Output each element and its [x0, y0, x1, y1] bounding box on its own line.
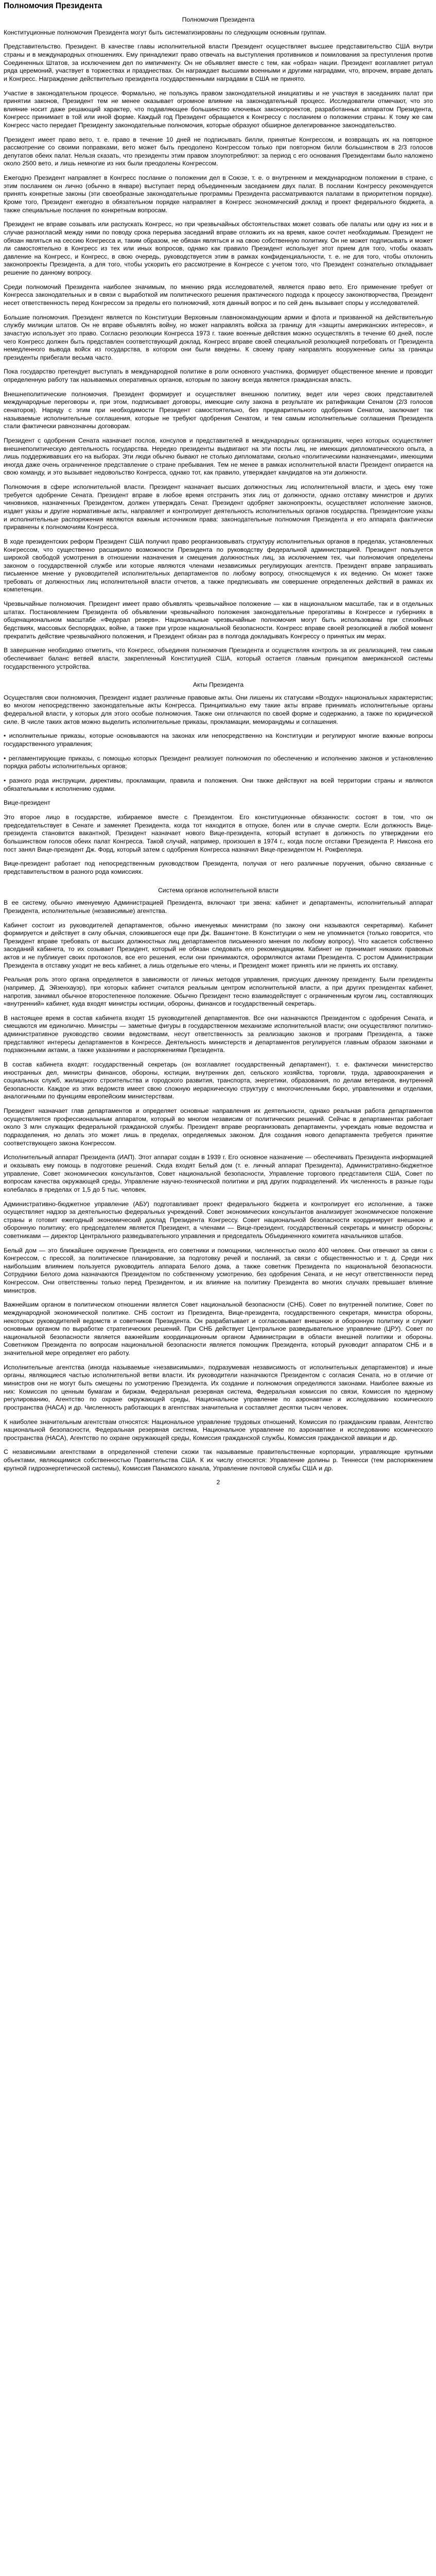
paragraph: Полномочия в сфере исполнительной власти. Президент назначает высших должностных лиц исполнительной власти, и здесь ему тоже требуется одобрение Сената. Президент вправе в любое время отстранить этих лиц от должности, однако отставку министров и других чиновников, назначенных Президентом, должен утверждать Сенат. Президент одобряет законопроекты, осуществляет исполнение законов, издает указы и другие нормативные акты, направляет и контролирует деятельность исполнительных органов государства. Президентские указы и исполнительные распоряжения являются важным источником права: законодательные полномочия Президента и его аппарата фактически приравнены к полномочиям Конгресса.: [4, 483, 433, 531]
document-body: [4, 16, 433, 1472]
paragraph: Важнейшим органом в политическом отношении является Совет национальной безопасности (СНБ). Совет по внутренней политике, Совет по международной экономической политике. СНБ состоит из Президента, Вице-президента, государственного секретаря, министра обороны, некоторых руководителей ведомств и советников Президента. Он разрабатывает и согласовывает внешнюю и оборонную политику и служит основным органом по выработке стратегических решений. При СНБ действует Центральное разведывательное управление (ЦРУ). Совет по национальной безопасности является важнейшим координационным органом Администрации в области внешней политики и обороны. Советником Президента по вопросам национальной безопасности является помощник Президента, который руководит аппаратом СНБ и в значительной мере определяет его работу.: [4, 1301, 433, 1357]
paragraph: Исполнительные агентства (иногда называемые «независимыми», подразумевая независимость от исполнительных департаментов) и иные органы, являющиеся частью исполнительной ветви власти. Их руководители назначаются Президентом с согласия Сената, но в отличие от министров они не могут быть смещены по усмотрению Президента. Их создание и полномочия определяются законами. Наиболее важные из них: Комиссия по ценным бумагам и биржам, Федеральная резервная система, Федеральная комиссия по связи, Комиссия по ядерному регулированию, Агентство по охране окружающей среды, Национальное управление по аэронавтике и исследованию космического пространства (НАСА) и др. Численность работающих в агентствах значительна и составляет десятки тысяч человек.: [4, 1363, 433, 1411]
paragraph: К наиболее значительным агентствам относятся: Национальное управление трудовых отношений, Комиссия по гражданским правам, Агентство национальной безопасности, Федеральная резервная система, Национальное управление по аэронавтике и исследованию космического пространства (НАСА), Агентство по охране окружающей среды, Комиссия гражданской службы, Комиссия гражданской авиации и др.: [4, 1418, 433, 1442]
paragraph: Конституционные полномочия Президента могут быть систематизированы по следующим основным группам.: [4, 28, 326, 36]
paragraph: • разного рода инструкции, директивы, прокламации, правила и положения. Они также действуют на всей территории страны и являются обязательными к исполнению судами.: [4, 777, 433, 792]
paragraph: Вице-президент: [4, 799, 50, 807]
paragraph: Исполнительный аппарат Президента (ИАП). Этот аппарат создан в 1939 г. Его основное назначение — обеспечивать Президента информацией и оказывать ему помощь в подготовке решений. Сюда входят Белый дом (т. е. личный аппарат Президента), Административно-бюджетное управление, Совет экономических консультантов, Совет национальной безопасности, Управление торгового представителя США, Совет по вопросам качества окружающей среды, Управление научно-технической политики и ряд других подразделений. Их численность в разные годы колебалась в пределах от 1,5 до 5 тыс. человек.: [4, 1154, 433, 1193]
paragraph: Президент назначает глав департаментов и определяет основные направления их деятельности, однако реальная работа департаментов осуществляется профессиональным аппаратом, который во многом независим от политических решений. Сейчас в департаментах работает около 3 млн служащих федеральной гражданской службы. Президент вправе реорганизовать департаменты, учреждать новые ведомства и подразделения, но делать это может лишь в пределах, определяемых законом. Для создания нового департамента требуется принятие соответствующего закона Конгрессом.: [4, 1107, 433, 1147]
section: [4, 681, 433, 876]
paragraph: В настоящее время в состав кабинета входят 15 руководителей департаментов. Все они назначаются Президентом с одобрения Сената, и смещаются им единолично. Министры — заметные фигуры в государственном механизме исполнительной власти; они осуществляют политико-административное руководство своими ведомствами, несут ответственность за реализацию законов и программ Президента, а также представляют интересы департаментов в Конгрессе. Деятельность министерств и департаментов регулируется главным образом законами и подзаконными актами, а также указаниями и распоряжениями Президента.: [4, 1014, 433, 1054]
paragraph: Пока государство претендует выступать в международной политике в роли основного участника, формирует общественное мнение и проводит определенную работу так называемых оперативных органов, которым по закону всегда является гражданская власть.: [4, 368, 433, 384]
paragraph: Это второе лицо в государстве, избираемое вместе с Президентом. Его конституционные обязанности: состоят в том, что он председательствует в Сенате и заменяет Президента, когда тот находится в отпуске, болен или в случае смерти. Если должность Вице-президента становится вакантной, Президент назначает нового Вице-президента, который вступает в должность по утверждении его большинством голосов обеих палат Конгресса. Такой случай, например, произошел в 1974 г., когда после отставки Президента Р. Никсона его пост занял Вице-президент Дж. Форд, который затем с одобрения Конгресса назначил Вице-президентом Н. Рокфеллера.: [4, 814, 433, 853]
paragraph: Внешнеполитические полномочия. Президент формирует и осуществляет внешнюю политику, ведет или через своих представителей международные переговоры и, при этом, подписывает договоры, имеющие силу закона в результате их ратификации Сенатом (2/3 голосов сенаторов). Наряду с этим при необходимости Президент самостоятельно, без предварительного одобрения Сенатом, заключает так называемые исполнительные соглашения, которые не требуют одобрения Сенатом, и тем самым исполнительные соглашения Президента стали фактически равнозначны договорам.: [4, 390, 433, 430]
paragraph: Белый дом — это ближайшее окружение Президента, его советники и помощники, численностью около 400 человек. Они отвечают за связи с Конгрессом, с прессой, за политическое планирование, за подготовку речей и посланий, за связи с общественностью и т. д. Среди них наибольшим влиянием пользуется руководитель аппарата Белого дома, а также советник Президента по национальной безопасности. Сотрудники Белого дома назначаются Президентом по собственному усмотрению, без одобрения Сената, и не несут ответственности перед Конгрессом. Они ответственны только перед Президентом, и их влияние на политику Президента во многих случаях превышает влияние министров.: [4, 1246, 433, 1294]
section-title: Полномочия Президента: [182, 16, 255, 23]
paragraph: Кабинет состоит из руководителей департаментов, обычно именуемых министрами (по закону они называются секретарями). Кабинет формируется и действует в силу обычая, сложившегося еще при Дж. Вашингтоне. В Конституции о нем не упоминается (только говорится, что Президент вправе требовать от высших должностных лиц департаментов письменного мнения по любому вопросу). Что касается собственно заседаний кабинета, то их созывает Президент, который не обязан следовать его рекомендациям. Кабинет не принимает никаких правовых актов и не публикует своих протоколов, все его решения, если они принимаются, оформляются актами Президента. С ростом Администрации Президента в отставку уходит не весь кабинет, а лишь отдельные его члены, и Президент может принять или не принять их отставку.: [4, 921, 433, 969]
paragraph: В состав кабинета входят: государственный секретарь (он возглавляет государственный департамент), т. е. фактически министерство иностранных дел, министры финансов, обороны, юстиции, внутренних дел, сельского хозяйства, торговли, труда, здравоохранения и социальных служб, жилищного строительства и городского развития, транспорта, энергетики, образования, по делам ветеранов, внутренней безопасности. Каждое из этих ведомств имеет свою сложную иерархическую структуру с многочисленными бюро, управлениями и отделами, аналогичными по функциям европейским министерствам.: [4, 1061, 433, 1100]
paragraph: Президент имеет право вето, т. е. право в течение 10 дней не подписывать билли, принятые Конгрессом, и возвращать их на повторное рассмотрение со своими поправками, вето может быть преодолено Конгрессом только при повторном билли большинством в 2/3 голосов депутатов обеих палат. Нельзя сказать, что президенты этим правом злоупотребляют: за период с его основания Президентами было наложено около 2500 вето, и лишь немногие из них были преодолены Конгрессом.: [4, 135, 433, 167]
document-title: Полномочия Президента: [4, 2, 102, 10]
paragraph: Реальная роль этого органа определяется в зависимости от личных методов управления, присущих данному президенту. Были президенты (например, Д. Эйзенхауэр), при которых кабинет считался реальным центром исполнительной власти, а при других президентах кабинет, напротив, занимал обычное второстепенное положение. Обычно Президент тесно взаимодействует с ограниченным кругом лиц, составляющих «внутренний» кабинет, куда входят министры юстиции, обороны, финансов и государственный секретарь.: [4, 976, 433, 1008]
paragraph: • регламентирующие приказы, с помощью которых Президент реализует полномочия по обеспечению и исполнению законов и установлению порядка работы исполнительных органов;: [4, 754, 433, 770]
paragraph: Чрезвычайные полномочия. Президент имеет право объявлять чрезвычайное положение — как в национальном масштабе, так и в отдельных штатах. Постановлением Президента об объявлении чрезвычайного положения законодательные прерогативы в Конгрессе и губерниях в общенациональном масштабе «Федерал резерв». Национальные чрезвычайные полномочия могут быть использованы при стихийных бедствиях, массовых беспорядках, войне, а также при угрозе национальной безопасности. Конгресс вправе своей резолюцией в любой момент прекратить действие чрезвычайного положения, и Президент обязан раз в полгода докладывать Конгрессу о принятых им мерах.: [4, 600, 433, 640]
section-title: Система органов исполнительной власти: [158, 886, 278, 894]
paragraph: Административно-бюджетное управление (АБУ) подготавливает проект федерального бюджета и контролирует его исполнение, а также осуществляет надзор за деятельностью федеральных учреждений. Совет экономических консультантов анализирует экономическое положение страны и готовит ежегодный экономический доклад Президента Конгрессу. Совет национальной безопасности координирует внешнюю и оборонную политику; его председателем является Президент, а членами — Вице-президент, государственный секретарь и министр обороны; советниками — директор Центрального разведывательного управления и председатель Объединенного комитета начальников штабов.: [4, 1200, 433, 1240]
section-title: Акты Президента: [193, 681, 244, 689]
paragraph: Среди полномочий Президента наиболее значимым, по мнению ряда исследователей, является право вето. Его применение требует от Конгресса законодательных и в связи с выработкой им политического решения практического подхода к процессу законотворчества, Президент несет ответственность перед Конгрессом за пределы его полномочий, хотя данный вопрос и по сей день вызывает споры у исследователей.: [4, 283, 433, 307]
paragraph: Участие в законодательном процессе. Формально, не пользуясь правом законодательной инициативы и не участвуя в заседаниях палат при принятии законов, Президент тем не менее оказывает огромное влияние на законодательный процесс. Исследователи отмечают, что это влияние носит даже решающий характер, что подавляющее большинство ключевых законопроектов, разработанных аппаратом Президента, Конгресс принимает в той или иной форме. Каждый год Президент обращается к Конгрессу с посланием о положении страны. К тому же сам Конгресс часто передает Президенту законодательные полномочия, которые образуют обширное делегированное законодательство.: [4, 89, 433, 129]
paragraph: Вице-президент работает под непосредственным руководством Президента, получая от него различные поручения, обычно связанные с представительством в разного рода комиссиях.: [4, 860, 433, 875]
paragraph: Осуществляя свои полномочия, Президент издает различные правовые акты. Они лишены их статусами «Воздух» национальных характеристик; во многом непосредственно законодательные акты Конгресса. Принципиально ему такие акты вправе принимать исполнительные органы федеральной власти, у которых для этого особые полномочия. Также они отличаются по своей форме и содержанию, а также по юридической силе. В числе таких актов можно выделить исполнительные приказы, прокламации, меморандумы и соглашения.: [4, 693, 433, 725]
section: [4, 887, 433, 1473]
section: [4, 16, 433, 671]
paragraph: Президент с одобрения Сената назначает послов, консулов и представителей в международных организациях, через которых осуществляет внешнеполитическую деятельность государства. Нередко президенты выдвигают на эти посты лиц, не имеющих дипломатического опыта, а лишь поддерживавших его на выборах. Эти люди обычно бывают не столько дипломатами, сколько «политическими назначенцами», имеющими иногда даже очень ограниченное представление о стране пребывания. Тем не менее в рамках исполнительной власти Президент опирается на свою команду, и это вызывает недовольство Конгресса, однако тот, как правило, утверждает кандидатов на эти должности.: [4, 437, 433, 477]
paragraph: Ежегодно Президент направляет в Конгресс послание о положении дел в Союзе, т. е. о внутреннем и международном положении в стране, с этим посланием он лично (обычно в январе) выступает перед объединенным заседанием двух палат. В послании Конгрессу рекомендуется принять конкретные законы (эти своеобразные законодательные программы Президента рассматриваются палатами в приоритетном порядке). Кроме того, Президент ежегодно в обязательном порядке направляет в Конгресс экономический доклад и проект федерального бюджета, а также специальные послания по конкретным вопросам.: [4, 174, 433, 214]
paragraph: Большие полномочия. Президент является по Конституции Верховным главнокомандующим армии и флота и призванной на действительную службу милиции штатов. Он не вправе объявлять войну, но может направлять войска за границу для «защиты американских интересов», и зачастую использует это право. Согласно резолюции Конгресса 1973 г. такие военные действия можно осуществлять в течение 60 дней, после чего Конгресс должен быть представлен соответствующий доклад. Конгресс вправе своей специальной резолюцией потребовать от Президента немедленного вывода войск из государства, в котором они были введены. К своему праву направлять вооруженные силы за границы президенты прибегали весьма часто.: [4, 313, 433, 361]
paragraph: В ходе президентских реформ Президент США получил право реорганизовывать структуру исполнительных органов в пределах, установленных Конгрессом, что существенно расширило возможности Президента по руководству федеральной администрацией. Президент пользуется широкой свободой усмотрения в отношении назначения и смещения должностных лиц, за исключением тех, чьи полномочия определены законом о государственной службе или которые являются членами независимых регулирующих агентств. Президент вправе запрашивать письменное мнение у руководителей исполнительных департаментов по любому вопросу, относящемуся к их ведению. Он может также требовать от должностных лиц исполнительной власти отчетов, а также предписывать им совершение определенных действий в рамках их компетенции.: [4, 537, 433, 594]
page-number: 2: [216, 1479, 220, 1486]
paragraph: Представительство. Президент. В качестве главы исполнительной власти Президент осуществляет высшее представительство США внутри страны и в международных отношениях. Ему принадлежит право отвечать на выступления противников и помилования за преступления против Соединенных Штатов, за исключением дел по импичменту. Он не объявляет вместе с тем, как «образ» нации. Президент возглавляет ритуал ряда церемоний, участвует в торжествах и празднествах. Он награждает высшими военными и другими наградами, что, впрочем, вправе делать и Конгресс. Награждение действительно президента государственными наградами в США не принято.: [4, 43, 433, 82]
paragraph: С независимыми агентствами в определенной степени схожи так называемые правительственные корпорации, управляющие крупными объектами, являющимися собственностью Правительства США. К их числу относятся: Управление долины р. Теннесси (тем распоряжением крупной гидроэнергетической системы), Комиссия Панамского канала, Управление почтовой службы США и др.: [4, 1448, 433, 1472]
paragraph: • исполнительные приказы, которые основываются на законах или непосредственно на Конституции и регулируют многие важные вопросы государственного управления;: [4, 732, 433, 748]
paragraph: Президент не вправе созывать или распускать Конгресс, но при чрезвычайных обстоятельствах может созвать обе палаты или одну из них и в случае разногласий между ними по поводу срока перерыва заседаний вправе отложить их на время, какое сочтет необходимым. Президент не обязан являться на сессию Конгресса и, таким образом, не обязан являться и на свою собственную политику. Он не может подписывать и может ли самостоятельно в Конгресс из тех или иных вопросов, однако как правило Президент использует этот прием для того, чтобы оказать давление на Конгресс, и Конгресс, в свою очередь, руководствуется этим в рамках конфиденциальности, т. е. не для того, чтобы отклонить законопроекты Президента, а для того, чтобы ускорить его рассмотрение в Конгрессе с учетом того, что Президент сознательно откладывает решение по данному вопросу.: [4, 221, 433, 276]
paragraph: В ее систему, обычно именуемую Администрацией Президента, включают три звена: кабинет и департаменты, исполнительный аппарат Президента, исполнительные (независимые) агентства.: [4, 899, 433, 914]
paragraph: В завершение необходимо отметить, что Конгресс, объединяя полномочия Президента и осуществляя контроль за их реализацией, тем самым обеспечивает баланс ветвей власти, закрепленный Конституцией США, который остается главным принципом американской системы государственного устройства.: [4, 647, 433, 670]
